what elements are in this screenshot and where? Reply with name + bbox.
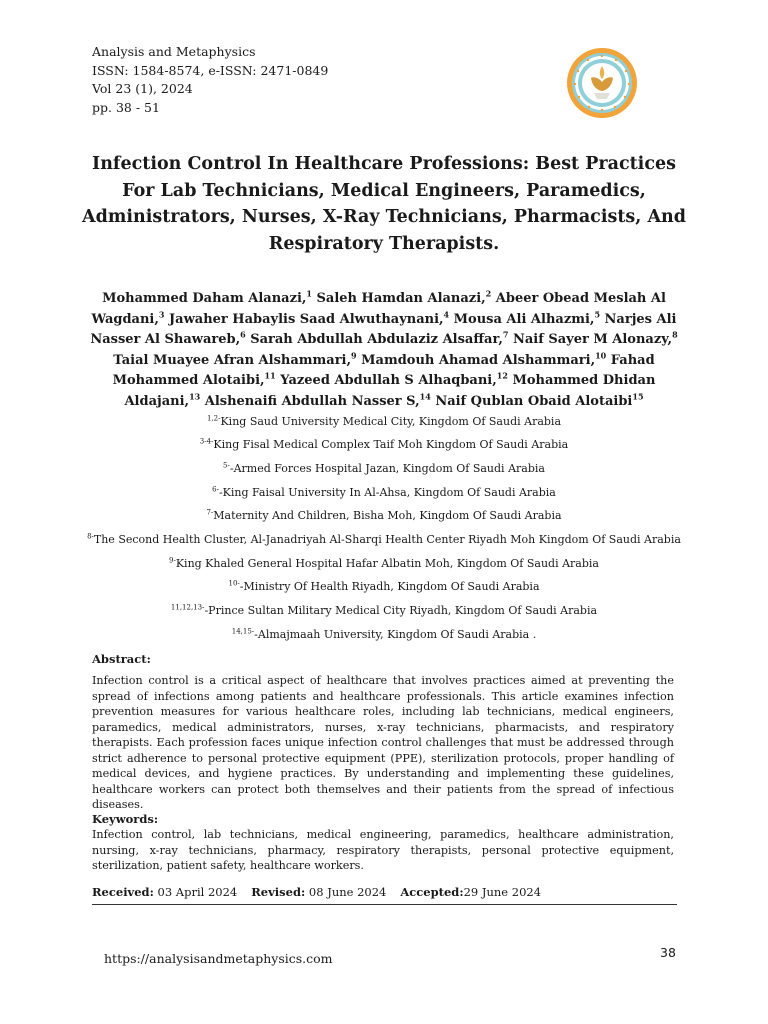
affiliation: $^{1,2-}$King Saud University Medical City, Kingdom Of Saudi Arabia xyxy=(206,414,562,428)
divider xyxy=(92,904,677,905)
author: Alshenaifi Abdullah Nasser S,$^{14}$ xyxy=(204,391,431,409)
footer-url: https://analysisandmetaphysics.com xyxy=(104,951,333,966)
author: Mamdouh Ahamad Alshammari,$^{10}$ xyxy=(361,350,607,368)
journal-logo-icon xyxy=(566,47,638,119)
author: Sarah Abdullah Abdulaziz Alsaffar,$^7$ xyxy=(250,329,509,347)
affiliation: $^{9-}$King Khaled General Hospital Hafar Albatin Moh, Kingdom Of Saudi Arabia xyxy=(169,556,599,570)
received-date: 03 April 2024 xyxy=(153,885,238,899)
affiliation: $^{14,15-}$-Almajmaah University, Kingdom Of Saudi Arabia . xyxy=(231,627,537,641)
affiliation: $^{6-}$-King Faisal University In Al-Ahsa, Kingdom Of Saudi Arabia xyxy=(212,485,556,499)
revised-date: 08 June 2024 xyxy=(305,885,387,899)
author: Jawaher Habaylis Saad Alwuthaynani,$^4$ xyxy=(169,309,450,327)
page-number: 38 xyxy=(660,945,676,960)
accepted-label: Accepted: xyxy=(400,885,464,899)
author: Mousa Ali Alhazmi,$^5$ xyxy=(453,309,601,327)
author: Naif Sayer M Alonazy,$^8$ xyxy=(512,329,678,347)
author: Taial Muayee Afran Alshammari,$^9$ xyxy=(113,350,357,368)
accepted-date: 29 June 2024 xyxy=(463,885,542,899)
abstract-heading: Abstract: xyxy=(92,652,151,666)
author: Naif Qublan Obaid Alotaibi$^{15}$ xyxy=(435,391,644,409)
affiliation: $^{3-4-}$King Fisal Medical Complex Taif Moh Kingdom Of Saudi Arabia xyxy=(199,437,569,451)
author: Yazeed Abdullah S Alhaqbani,$^{12}$ xyxy=(280,370,508,388)
keywords-text: Infection control, lab technicians, medical engineering, paramedics, healthcare administration, nursing, x-ray technicians, pharmacy, respiratory therapists, personal protective equipment, sterilization, patient safety, healthcare workers. xyxy=(92,828,674,872)
author: Fahad Mohammed Alotaibi,$^{11}$ xyxy=(112,352,655,388)
author: Mohammed Daham Alanazi,$^1$ xyxy=(102,288,312,306)
affiliation: $^{11,12,13-}$-Prince Sultan Military Medical City Riyadh, Kingdom Of Saudi Arabia xyxy=(170,603,598,617)
journal-name: Analysis and Metaphysics xyxy=(92,44,256,59)
author: Mohammed Dhidan Aldajani,$^{13}$ xyxy=(124,373,656,409)
affiliation: $^{7-}$Maternity And Children, Bisha Moh, Kingdom Of Saudi Arabia xyxy=(206,508,562,522)
author: Saleh Hamdan Alanazi,$^2$ xyxy=(316,288,492,306)
journal-info xyxy=(92,43,328,117)
author-list xyxy=(82,289,686,412)
author: Narjes Ali Nasser Al Shawareb,$^6$ xyxy=(90,311,677,347)
received-label: Received: xyxy=(92,885,154,899)
abstract-text: Infection control is a critical aspect of healthcare that involves practices aimed at preventing the spread of infections among patients and healthcare professionals. This article examines infection prevention measures for various healthcare roles, including lab technicians, medical engineers, paramedics, medical administrators, nurses, x-ray technicians, pharmacists, and respiratory therapists. Each profession faces unique infection control challenges that must be addressed through strict adherence to personal protective equipment (PPE), sterilization protocols, proper handling of medical devices, and hygiene practices. By understanding and implementing these guidelines, healthcare workers can protect both themselves and their patients from the spread of infectious diseases. xyxy=(92,674,674,811)
affiliation: $^{5-}$-Armed Forces Hospital Jazan, Kingdom Of Saudi Arabia xyxy=(223,461,545,475)
revised-label: Revised: xyxy=(251,885,306,899)
affiliation: $^{10-}$-Ministry Of Health Riyadh, Kingdom Of Saudi Arabia xyxy=(228,579,540,593)
paper-title: Infection Control In Healthcare Professions: Best Practices For Lab Technicians, Medical Engineers, Paramedics, Administrators, Nurses, X-Ray Technicians, Pharmacists, And Respiratory Therapists. xyxy=(82,154,686,254)
journal-issn: ISSN: 1584-8574, e-ISSN: 2471-0849 xyxy=(92,62,329,78)
author: Abeer Obead Meslah Al Wagdani,$^3$ xyxy=(91,291,666,327)
journal-volume: Vol 23 (1), 2024 xyxy=(92,81,193,96)
keywords-heading: Keywords: xyxy=(92,812,159,826)
affiliation: $^{8-}$The Second Health Cluster, Al-Janadriyah Al-Sharqi Health Center Riyadh Moh Kingdom Of Saudi Arabia xyxy=(87,532,681,546)
journal-pages: pp. 38 - 51 xyxy=(92,99,160,115)
submission-dates xyxy=(92,885,541,899)
